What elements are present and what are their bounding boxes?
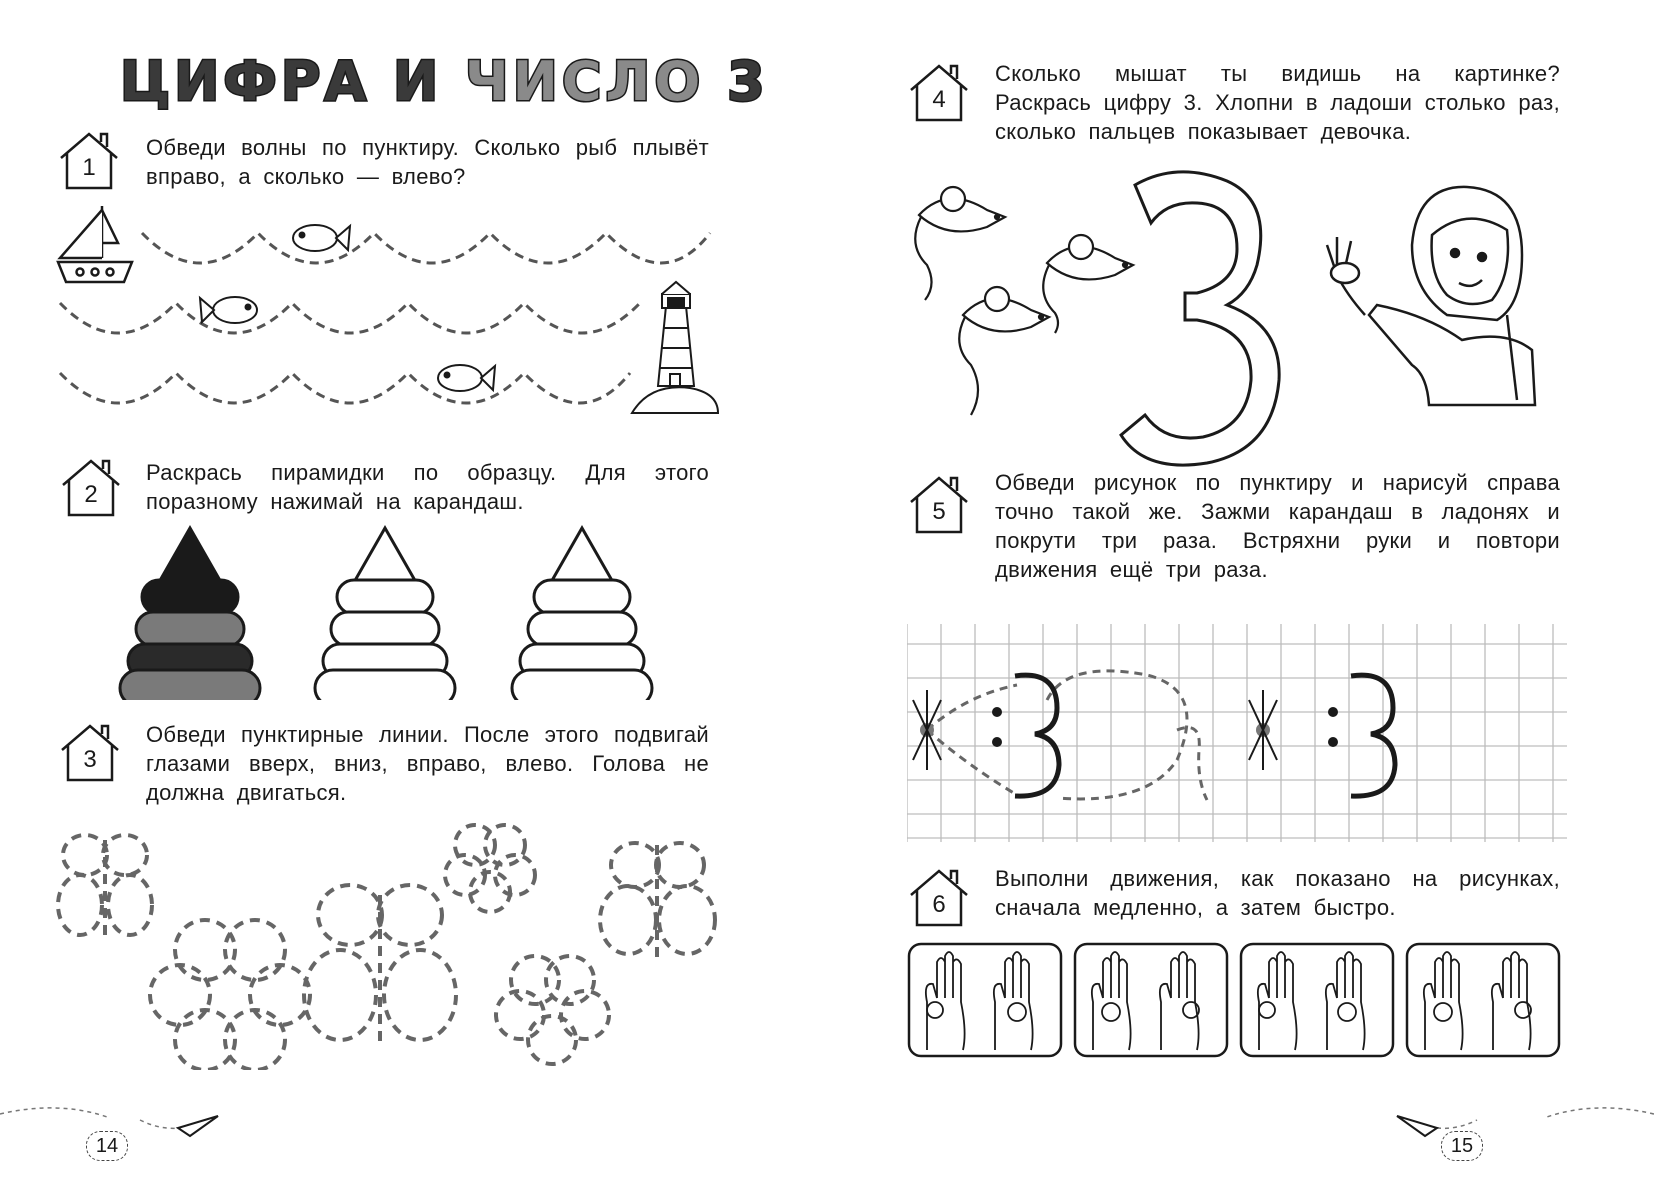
butterfly-outline bbox=[600, 843, 715, 960]
dashed-waves bbox=[60, 233, 710, 403]
paper-plane-icon bbox=[178, 1116, 218, 1136]
task-5-text: Обведи рисунок по пунктиру и нарисуй справа точно такой же. Зажми карандаш в ладонях и покрути три раза. Встряхни руки и повтори движения ещё три раза. bbox=[995, 470, 1560, 582]
lighthouse-icon bbox=[632, 282, 718, 413]
page-title bbox=[120, 50, 769, 113]
fish-icon bbox=[200, 297, 257, 323]
waves-illustration bbox=[50, 198, 720, 428]
hand-card-3 bbox=[1241, 944, 1393, 1056]
fish-icon bbox=[438, 365, 495, 391]
hand-exercises bbox=[907, 942, 1567, 1062]
grid-lines bbox=[907, 624, 1567, 842]
grid-mouse-exercise bbox=[907, 620, 1567, 845]
butterfly-outline bbox=[304, 885, 456, 1045]
pyramid-outline bbox=[512, 528, 652, 700]
page-number-left: 14 bbox=[86, 1131, 128, 1161]
digit-three-outline bbox=[1121, 172, 1279, 465]
right-page bbox=[827, 0, 1654, 1200]
task-6-house-icon bbox=[907, 865, 971, 929]
task-3-text: Обведи пунктирные линии. После этого подвигай глазами вверх, вниз, вправо, влево. Голова не должна двигаться. bbox=[146, 722, 709, 805]
task-1-house-icon bbox=[57, 128, 121, 192]
task-3-house-icon bbox=[58, 720, 122, 784]
paper-plane-icon bbox=[1397, 1116, 1437, 1136]
task-1-text: Обведи волны по пунктиру. Сколько рыб плывёт вправо, а сколько — влево? bbox=[146, 135, 709, 189]
mouse-icon bbox=[1043, 235, 1133, 333]
butterfly-outline bbox=[58, 835, 152, 940]
title-part-2: ЧИСЛО bbox=[465, 50, 705, 113]
task-4-number: 4 bbox=[932, 86, 946, 113]
girl-showing-three-fingers bbox=[1327, 187, 1535, 405]
title-part-1: ЦИФРА И bbox=[120, 50, 443, 113]
task-2-number: 2 bbox=[84, 481, 98, 508]
boat-icon bbox=[58, 206, 132, 282]
task-1-number: 1 bbox=[82, 154, 96, 181]
dotted-shapes-illustration bbox=[50, 820, 730, 1070]
task-5-house-icon bbox=[907, 472, 971, 536]
mouse-icon bbox=[959, 287, 1049, 415]
hand-card-2 bbox=[1075, 944, 1227, 1056]
mouse-icon bbox=[915, 187, 1005, 300]
flower-outline bbox=[150, 920, 310, 1070]
task-6-number: 6 bbox=[932, 891, 946, 918]
footer-decoration-right bbox=[1387, 1100, 1654, 1150]
title-part-3: 3 bbox=[727, 50, 769, 113]
mouse-draw-target bbox=[1249, 675, 1395, 796]
task-3-number: 3 bbox=[83, 746, 97, 773]
pyramid-outline bbox=[315, 528, 455, 700]
task-4-house-icon bbox=[907, 60, 971, 124]
hand-card-4 bbox=[1407, 944, 1559, 1056]
footer-decoration-left bbox=[0, 1100, 260, 1150]
flower-outline bbox=[445, 825, 535, 912]
fish-icon bbox=[293, 225, 350, 251]
page-number-right: 15 bbox=[1441, 1131, 1483, 1161]
task-2-text: Раскрась пирамидки по образцу. Для этого поразному нажимай на карандаш. bbox=[146, 460, 709, 514]
task-6-text: Выполни движения, как показано на рисунках, сначала медленно, а затем быстро. bbox=[995, 866, 1560, 920]
mice-and-three-illustration bbox=[907, 165, 1587, 470]
task-5-number: 5 bbox=[932, 498, 946, 525]
task-4-text: Сколько мышат ты видишь на картинке? Раскрась цифру 3. Хлопни в ладоши столько раз, сколько пальцев показывает девочка. bbox=[995, 61, 1560, 144]
pyramids-illustration bbox=[110, 520, 680, 700]
pyramid-sample bbox=[120, 528, 260, 700]
task-2-house-icon bbox=[59, 455, 123, 519]
hand-card-1 bbox=[909, 944, 1061, 1056]
flower-outline bbox=[496, 956, 609, 1064]
